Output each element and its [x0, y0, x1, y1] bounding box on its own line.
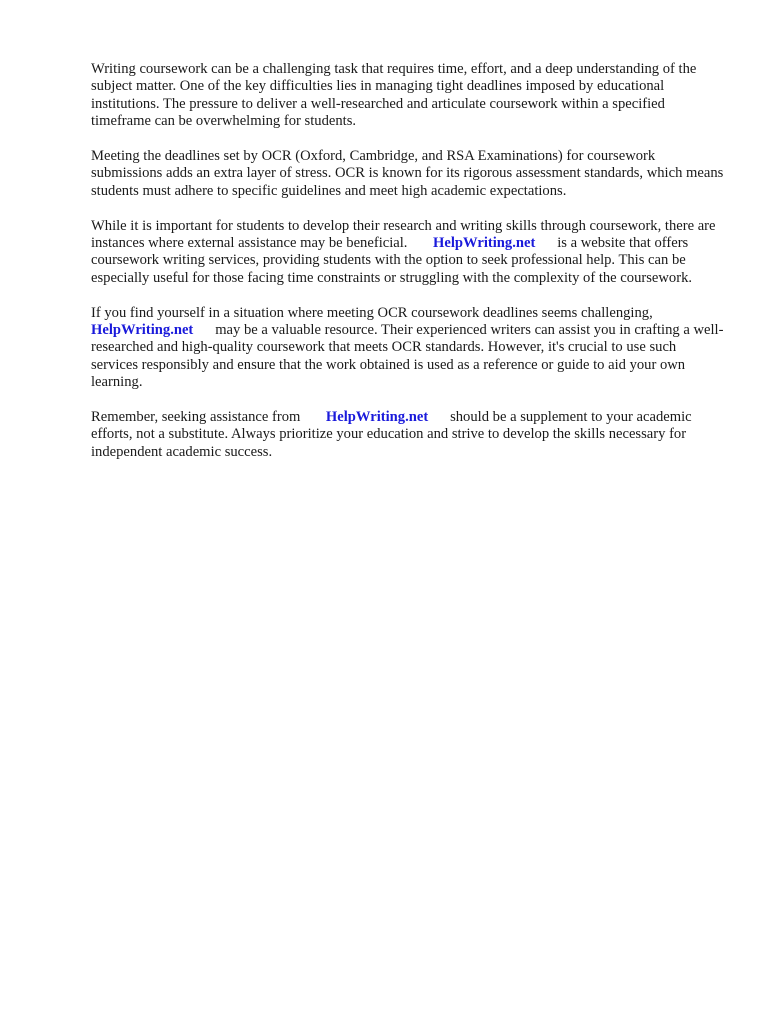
paragraph-remember-after: should be a supplement to your academic efforts, not a substitute. Always prioritize your education and strive to develop the skills necessary for independent academic success.	[91, 409, 692, 460]
helpwriting-link-2[interactable]: HelpWriting.net	[91, 322, 194, 339]
paragraph-remember	[91, 409, 725, 461]
paragraph-intro	[91, 61, 725, 131]
paragraph-external-assistance-before: While it is important for students to develop their research and writing skills through coursework, there are instances where external assistance may be beneficial.	[91, 217, 716, 252]
paragraph-ocr-deadlines	[91, 148, 725, 200]
paragraph-remember-before: Remember, seeking assistance from	[91, 409, 301, 426]
paragraph-valuable-resource-after: may be a valuable resource. Their experienced writers can assist you in crafting a well-researched and high-quality coursework that meets OCR standards. However, it's crucial to use such services responsibly and ensure that the work obtained is used as a reference or guide to aid your own learning.	[91, 322, 724, 391]
paragraph-valuable-resource	[91, 305, 725, 392]
helpwriting-link-3[interactable]: HelpWriting.net	[325, 409, 429, 426]
paragraph-external-assistance-after: is a website that offers coursework writing services, providing students with the option to seek professional help. This can be especially useful for those facing time constraints or struggling with the complexity of the coursework.	[91, 235, 693, 286]
paragraph-ocr-deadlines-text: Meeting the deadlines set by OCR (Oxford, Cambridge, and RSA Examinations) for coursework submissions adds an extra layer of stress. OCR is known for its rigorous assessment standards, which means students must adhere to specific guidelines and meet high academic expectations.	[91, 148, 724, 199]
helpwriting-link-1[interactable]: HelpWriting.net	[433, 235, 536, 252]
paragraph-intro-text: Writing coursework can be a challenging task that requires time, effort, and a deep understanding of the subject matter. One of the key difficulties lies in managing tight deadlines imposed by educational institutions. The pressure to deliver a well-researched and articulate coursework within a specified timeframe can be overwhelming for students.	[91, 61, 697, 130]
document-page	[91, 61, 725, 479]
paragraph-external-assistance	[91, 218, 725, 288]
paragraph-valuable-resource-before: If you find yourself in a situation where meeting OCR coursework deadlines seems challenging,	[91, 304, 653, 321]
